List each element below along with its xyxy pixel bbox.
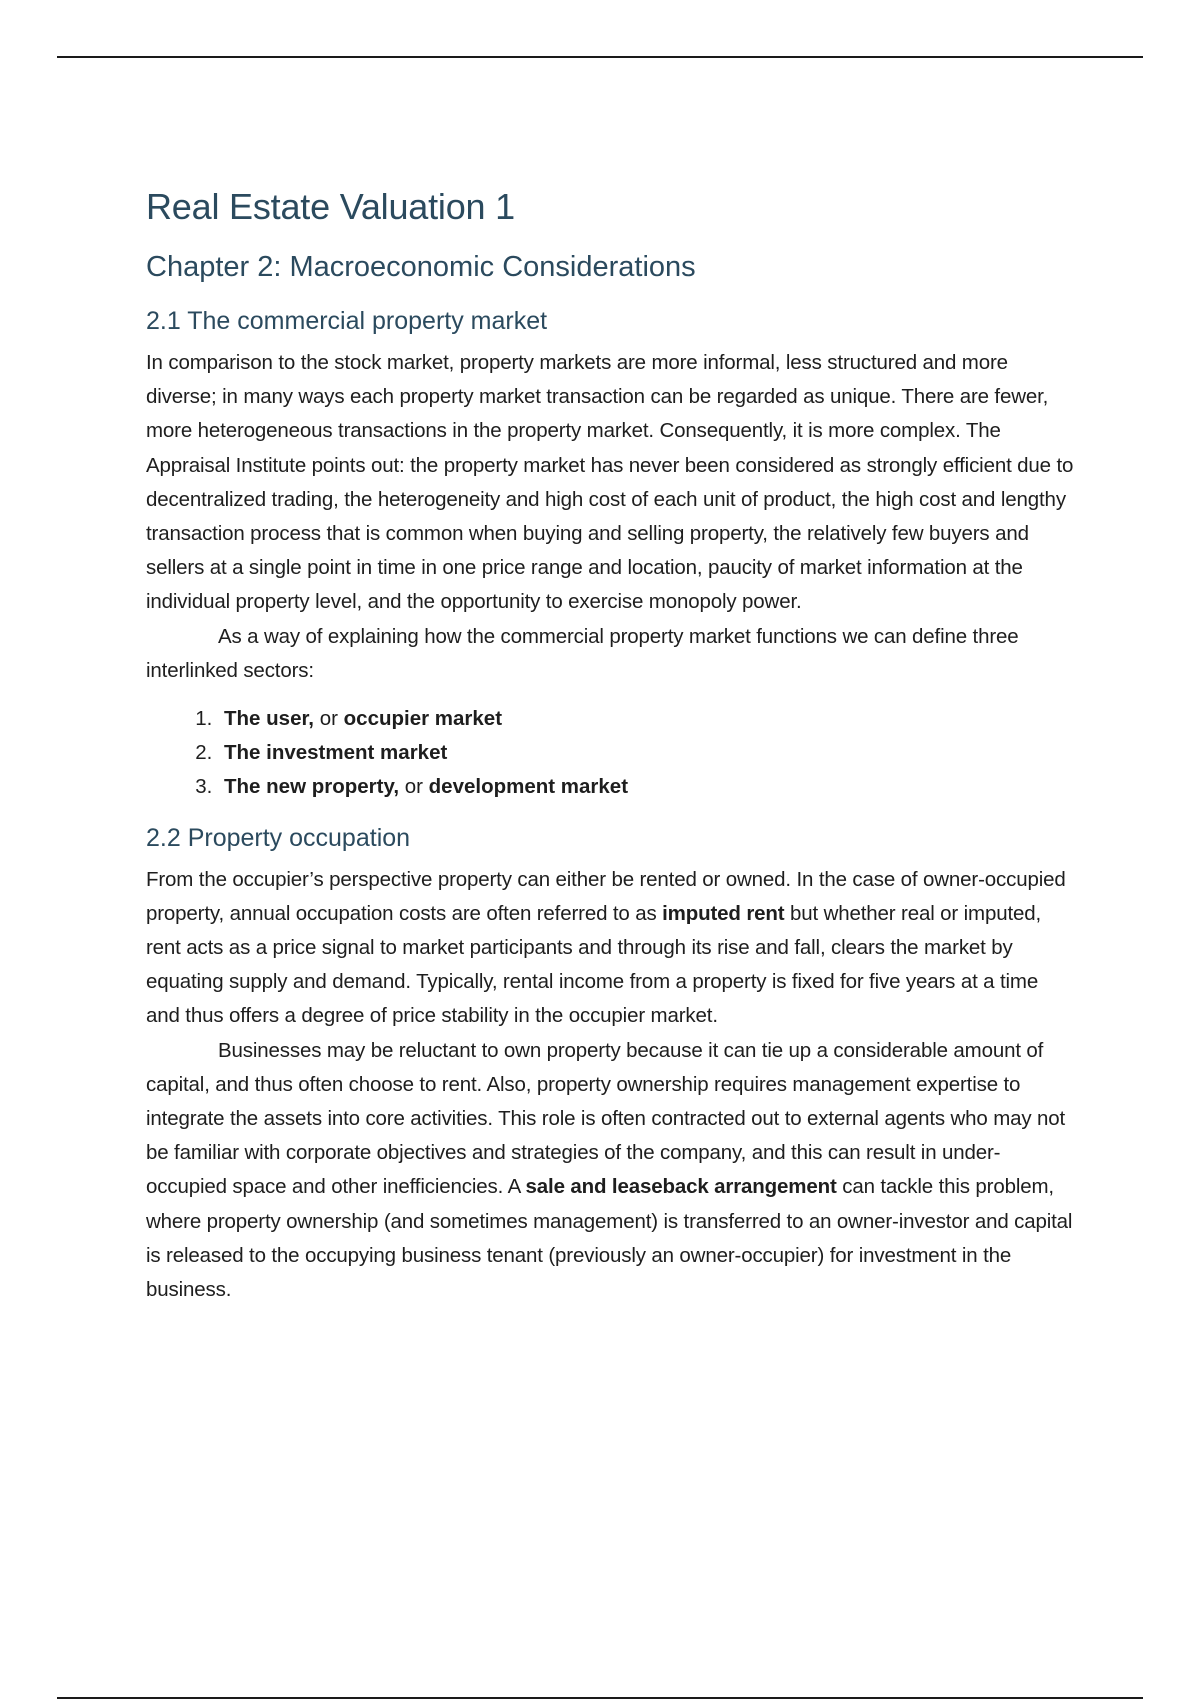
sectors-list: [146, 702, 1076, 805]
document-title: Real Estate Valuation 1: [146, 186, 515, 227]
section-heading-2-2: 2.2 Property occupation: [146, 823, 411, 852]
header-rule: [57, 56, 1143, 58]
list-item: 2. The investment market: [218, 736, 1076, 770]
footer-rule: [57, 1697, 1143, 1699]
section-2-1-paragraph-1: In comparison to the stock market, property markets are more informal, less structured and more diverse; in many ways each property market transaction can be regarded as unique. There are fewer, more heterogeneous transactions in the property market. Consequently, it is more complex. The Appraisal Institute points out: the property market has never been considered as strongly efficient due to decentralized trading, the heterogeneity and high cost of each unit of product, the high cost and lengthy transaction process that is common when buying and selling property, the relatively few buyers and sellers at a single point in time in one price range and location, paucity of market information at the individual property level, and the opportunity to exercise monopoly power.: [146, 351, 1074, 614]
list-item: 3. The new property, or development market: [218, 770, 1076, 804]
section-2-2-paragraph-2: Businesses may be reluctant to own property because it can tie up a considerable amount of capital, and thus often choose to rent. Also, property ownership requires management expertise to integrate the assets into core activities. This role is often contracted out to external agents who may not be familiar with corporate objectives and strategies of the company, and this can result in under-occupied space and other inefficiencies. A sale and leaseback arrangement can tackle this problem, where property ownership (and sometimes management) is transferred to an owner-investor and capital is released to the occupying business tenant (previously an owner-occupier) for investment in the business.: [146, 1038, 1073, 1302]
document-body: [146, 178, 1076, 1307]
section-heading-2-1: 2.1 The commercial property market: [146, 307, 548, 335]
list-item: 1. The user, or occupier market: [218, 702, 1076, 736]
section-2-2-paragraph-1: From the occupier’s perspective property can either be rented or owned. In the case of owner-occupied property, annual occupation costs are often referred to as imputed rent but whether real or imputed, rent acts as a price signal to market participants and through its rise and fall, clears the market by equating supply and demand. Typically, rental income from a property is fixed for five years at a time and thus offers a degree of price stability in the occupier market.: [146, 867, 1066, 1028]
chapter-heading: Chapter 2: Macroeconomic Considerations: [146, 251, 696, 283]
section-2-1-paragraph-2: As a way of explaining how the commercial property market functions we can define three interlinked sectors:: [146, 624, 1019, 682]
